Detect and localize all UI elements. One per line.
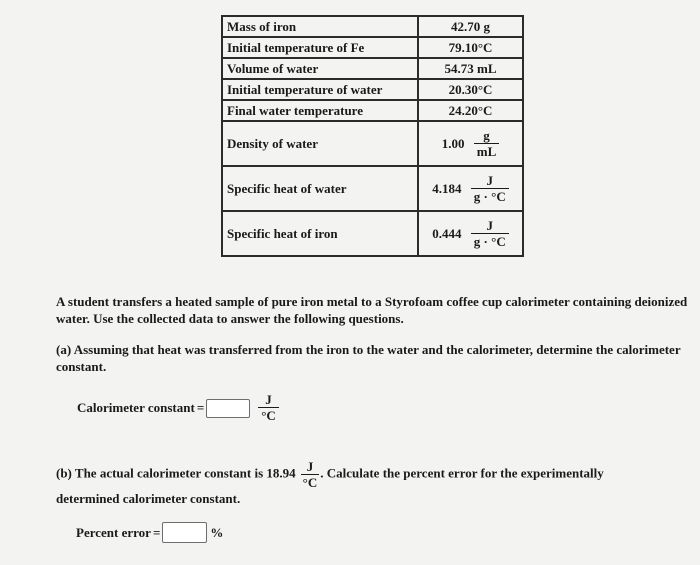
unit-numerator: J [258, 392, 279, 408]
row-value: 42.70 g [418, 16, 523, 37]
row-value [418, 166, 523, 211]
unit-denominator: °C [302, 475, 318, 490]
percent-error-input[interactable] [162, 522, 207, 543]
table-row [222, 121, 523, 166]
row-value: 24.20°C [418, 100, 523, 121]
row-label: Final water temperature [222, 100, 418, 121]
equals-sign: = [196, 400, 205, 415]
unit-numerator: J [471, 218, 509, 234]
percent-unit: % [210, 524, 224, 540]
row-label: Mass of iron [222, 16, 418, 37]
percent-error-label: Percent error [76, 524, 151, 540]
calorimeter-constant-label: Calorimeter constant [77, 400, 195, 415]
data-table [221, 15, 524, 257]
row-value: 20.30°C [418, 79, 523, 100]
row-label: Initial temperature of Fe [222, 37, 418, 58]
equals-sign: = [152, 524, 161, 540]
row-label: Specific heat of water [222, 166, 418, 211]
unit-fraction [258, 392, 279, 424]
part-b-question-start: (b) The actual calorimeter constant is 18.94 [56, 465, 296, 481]
unit-numerator: g [474, 128, 500, 144]
unit-numerator: J [301, 459, 320, 475]
intro-text: A student transfers a heated sample of pure iron metal to a Styrofoam coffee cup calorimeter containing deionized water. Use the collected data to answer the following questions. [56, 294, 688, 326]
unit-denominator: g · °C [473, 188, 506, 204]
percent-error-row [76, 522, 223, 543]
part-a-question: (a) Assuming that heat was transferred from the iron to the water and the calorimeter, determine the calorimeter constant. [56, 342, 681, 374]
unit-fraction [471, 173, 509, 205]
unit-fraction [474, 128, 500, 160]
row-label: Volume of water [222, 58, 418, 79]
table-row [222, 37, 523, 58]
table-row [222, 16, 523, 37]
unit-denominator: °C [261, 408, 276, 423]
row-value [418, 121, 523, 166]
calorimeter-constant-row [77, 392, 279, 424]
calorimeter-constant-input[interactable] [206, 399, 250, 418]
row-label: Density of water [222, 121, 418, 166]
table-row [222, 166, 523, 211]
part-b-question-line2: determined calorimeter constant. [56, 491, 241, 506]
unit-numerator: J [471, 173, 509, 189]
unit-fraction [301, 459, 320, 490]
unit-fraction [471, 218, 509, 250]
unit-denominator: mL [476, 143, 497, 159]
unit-denominator: g · °C [473, 233, 506, 249]
table-row [222, 58, 523, 79]
row-value: 79.10°C [418, 37, 523, 58]
part-b-question [56, 459, 686, 490]
table-row [222, 79, 523, 100]
row-value: 54.73 mL [418, 58, 523, 79]
table-row [222, 211, 523, 256]
table-row [222, 100, 523, 121]
value-number: 1.00 [441, 135, 465, 151]
row-label: Specific heat of iron [222, 211, 418, 256]
value-number: 4.184 [432, 180, 462, 196]
row-label: Initial temperature of water [222, 79, 418, 100]
value-number: 0.444 [432, 225, 462, 241]
row-value [418, 211, 523, 256]
part-b-question-end: . Calculate the percent error for the experimentally [320, 465, 604, 481]
